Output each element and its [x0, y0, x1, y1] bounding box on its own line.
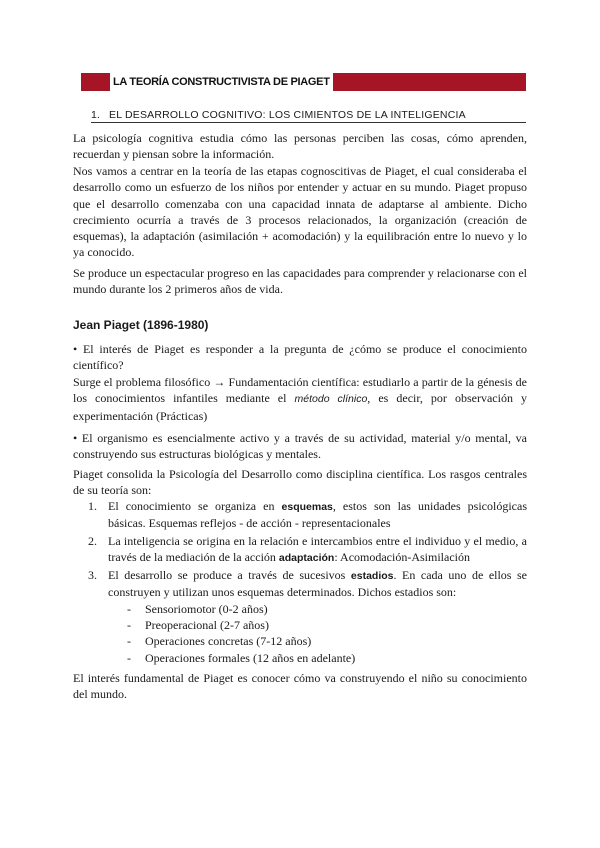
- bullet-interest: • El interés de Piaget es responder a la pregunta de ¿cómo se produce el conocimiento científico?: [73, 342, 527, 373]
- document-title: LA TEORÍA CONSTRUCTIVISTA DE PIAGET: [110, 73, 333, 91]
- highlight-estadios: estadios: [350, 570, 394, 583]
- stages-list: [108, 601, 527, 666]
- section-heading: [91, 109, 526, 123]
- theory-traits-list: [73, 498, 527, 667]
- list-text: . En cada uno de ellos se construyen y utilizan unos esquemas determinados. Dichos estadios son:: [108, 568, 528, 600]
- list-text: , estos son las unidades psicológicas básicas. Esquemas reflejos - de acción - representacionales: [108, 499, 527, 531]
- stage-label: Operaciones concretas (7-12 años): [145, 634, 312, 649]
- problem-text-end: , es decir, por observación y experimentación (Prácticas): [73, 391, 527, 423]
- dash-marker: -: [127, 650, 131, 665]
- list-item: [73, 567, 527, 666]
- list-number: 3.: [88, 568, 97, 583]
- stage-item: [108, 650, 527, 666]
- paragraph-piaget-stages: Nos vamos a centrar en la teoría de las etapas cognoscitivas de Piaget, el cual consideraba el desarrollo como un esfuerzo de los niños por entender y actuar en su mundo. Piaget propuso que el desarrollo comenzaba con una capacidad innata de adaptarse al ambiente. Dicho crecimiento ocurría a través de 3 procesos relacionados, la organización (creación de esquemas), la adaptación (asimilación + acomodación) y la equilibración entre lo nuevo y lo ya conocido.: [73, 164, 527, 260]
- section-number: 1.: [91, 109, 101, 121]
- dash-marker: -: [127, 618, 131, 633]
- list-text: El desarrollo se produce a través de sucesivos: [108, 568, 351, 583]
- highlight-esquemas: esquemas: [281, 501, 333, 513]
- subheading-jean-piaget: Jean Piaget (1896-1980): [73, 318, 209, 332]
- stage-item: [108, 601, 527, 617]
- bullet-organism: • El organismo es esencialmente activo y a través de su actividad, material y/o mental, va construyendo sus estructuras biológicas y mentales.: [73, 431, 527, 462]
- section-title: EL DESARROLLO COGNITIVO: LOS CIMIENTOS DE LA INTELIGENCIA: [109, 109, 466, 121]
- highlight-adaptacion: adaptación: [278, 551, 335, 564]
- paragraph-consolidation: Piaget consolida la Psicología del Desarrollo como disciplina científica. Los rasgos centrales de su teoría son:: [73, 467, 527, 498]
- list-item: [73, 498, 527, 532]
- stage-item: [108, 633, 527, 649]
- list-text: La inteligencia se origina en la relación e intercambios entre el individuo y el medio, a través de la mediación de la acción: [108, 533, 527, 564]
- list-number: 1.: [88, 499, 97, 513]
- paragraph-intro: La psicología cognitiva estudia cómo las personas perciben las cosas, cómo aprenden, recuerdan y piensan sobre la información.: [73, 131, 527, 162]
- stage-label: Sensoriomotor (0-2 años): [145, 601, 268, 616]
- stage-item: [108, 617, 527, 633]
- paragraph-progress: Se produce un espectacular progreso en las capacidades para comprender y relacionarse con el mundo durante los 2 primeros años de vida.: [73, 266, 527, 297]
- highlight-metodo-clinico: método clínico: [294, 393, 368, 406]
- stage-label: Operaciones formales (12 años en adelante): [145, 650, 356, 665]
- list-text: : Acomodación-Asimilación: [334, 549, 470, 564]
- paragraph-problem: [73, 374, 527, 424]
- list-item: [73, 533, 527, 567]
- stage-label: Preoperacional (2-7 años): [145, 618, 269, 633]
- list-text: El conocimiento se organiza en: [108, 499, 282, 513]
- dash-marker: -: [127, 634, 131, 649]
- problem-text-start: Surge el problema filosófico → Fundamentación científica: estudiarlo a partir de la génesis de los conocimientos infantiles mediante el: [73, 375, 527, 406]
- paragraph-conclusion: El interés fundamental de Piaget es conocer cómo va construyendo el niño su conocimiento del mundo.: [73, 671, 527, 702]
- dash-marker: -: [127, 601, 131, 616]
- list-number: 2.: [88, 533, 97, 548]
